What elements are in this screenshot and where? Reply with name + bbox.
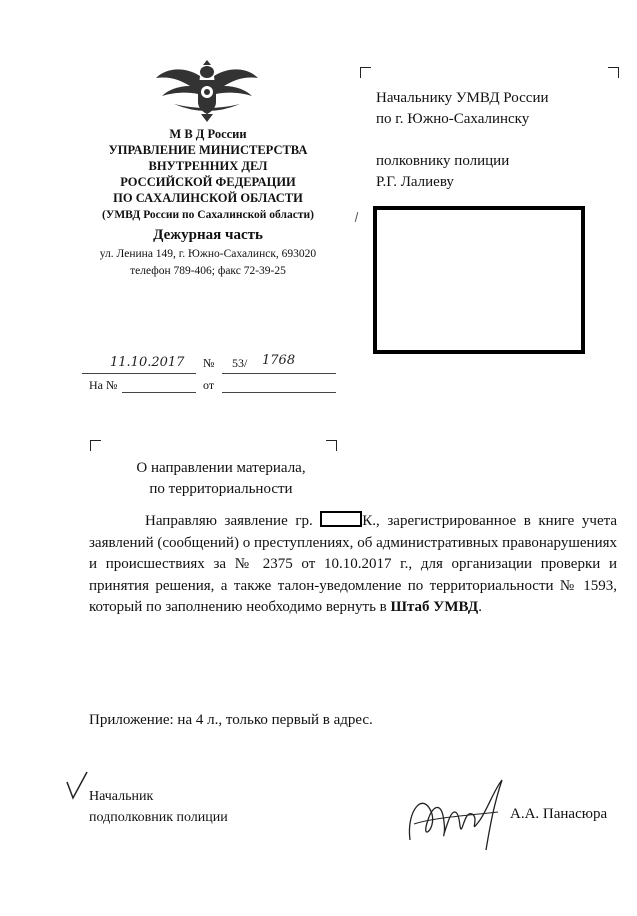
sender-line-3: ВНУТРЕННИХ ДЕЛ — [148, 159, 268, 173]
subject-line-2: по территориальности — [149, 481, 293, 497]
ref-from-label: от — [203, 378, 215, 392]
mvd-emblem-icon — [154, 52, 260, 124]
recipient-line-2: по г. Южно-Сахалинску — [376, 111, 530, 127]
reg-date: 11.10.2017 — [110, 355, 185, 370]
recipient-name: Р.Г. Лалиеву — [376, 174, 454, 190]
sender-ministry-short: М В Д России — [169, 127, 247, 141]
reg-number-prefix: 53/ — [232, 356, 248, 370]
tick-mark — [355, 212, 359, 222]
address-corner-mark — [360, 67, 371, 78]
destination-bold: Штаб УМВД — [390, 599, 479, 615]
reg-number-line — [222, 373, 336, 374]
reg-date-line — [82, 373, 196, 374]
subject-corner-mark — [326, 440, 337, 451]
redacted-name — [320, 511, 362, 527]
sender-line-4: РОССИЙСКОЙ ФЕДЕРАЦИИ — [120, 175, 296, 189]
body-text-end: . — [478, 599, 482, 615]
appendix: Приложение: на 4 л., только первый в адрес. — [89, 712, 373, 728]
reg-number-label: № — [203, 356, 215, 370]
recipient-line-1: Начальнику УМВД России — [376, 90, 549, 106]
sender-unit: Дежурная часть — [153, 227, 263, 243]
ref-label: На № — [89, 378, 118, 392]
letter-body — [89, 511, 617, 619]
subject-corner-mark — [90, 440, 101, 451]
body-text-main: К., зарегистрированное в книге учета заявлений (сообщений) о преступлениях, об административных правонарушениях и происшествиях за № 2375 от 10.10.2017 г., для организации проверки и принятия решения, а также талон-уведомление по территориальности № 1593, который по заполнению необходимо вернуть в — [89, 513, 618, 615]
ref-date-line — [222, 392, 336, 393]
sender-line-6: (УМВД России по Сахалинской области) — [102, 209, 314, 221]
checkmark-icon — [64, 770, 90, 800]
body-text-start: Направляю заявление гр. — [145, 513, 321, 529]
signer-name: А.А. Панасюра — [510, 806, 608, 822]
reg-number: 1768 — [262, 353, 296, 368]
recipient-rank: полковнику полиции — [376, 153, 510, 169]
sender-line-2: УПРАВЛЕНИЕ МИНИСТЕРСТВА — [108, 143, 308, 157]
signer-position: Начальник — [89, 789, 154, 804]
sender-phone: телефон 789-406; факс 72-39-25 — [130, 265, 286, 277]
signer-rank: подполковник полиции — [89, 810, 228, 825]
sender-line-5: ПО САХАЛИНСКОЙ ОБЛАСТИ — [113, 191, 303, 205]
ref-number-line — [122, 392, 196, 393]
subject-line-1: О направлении материала, — [136, 460, 306, 476]
sender-address: ул. Ленина 149, г. Южно-Сахалинск, 693020 — [99, 248, 317, 260]
address-corner-mark — [608, 67, 619, 78]
handwritten-signature — [402, 770, 512, 856]
signature-position — [89, 786, 228, 828]
redaction-box — [373, 206, 585, 354]
